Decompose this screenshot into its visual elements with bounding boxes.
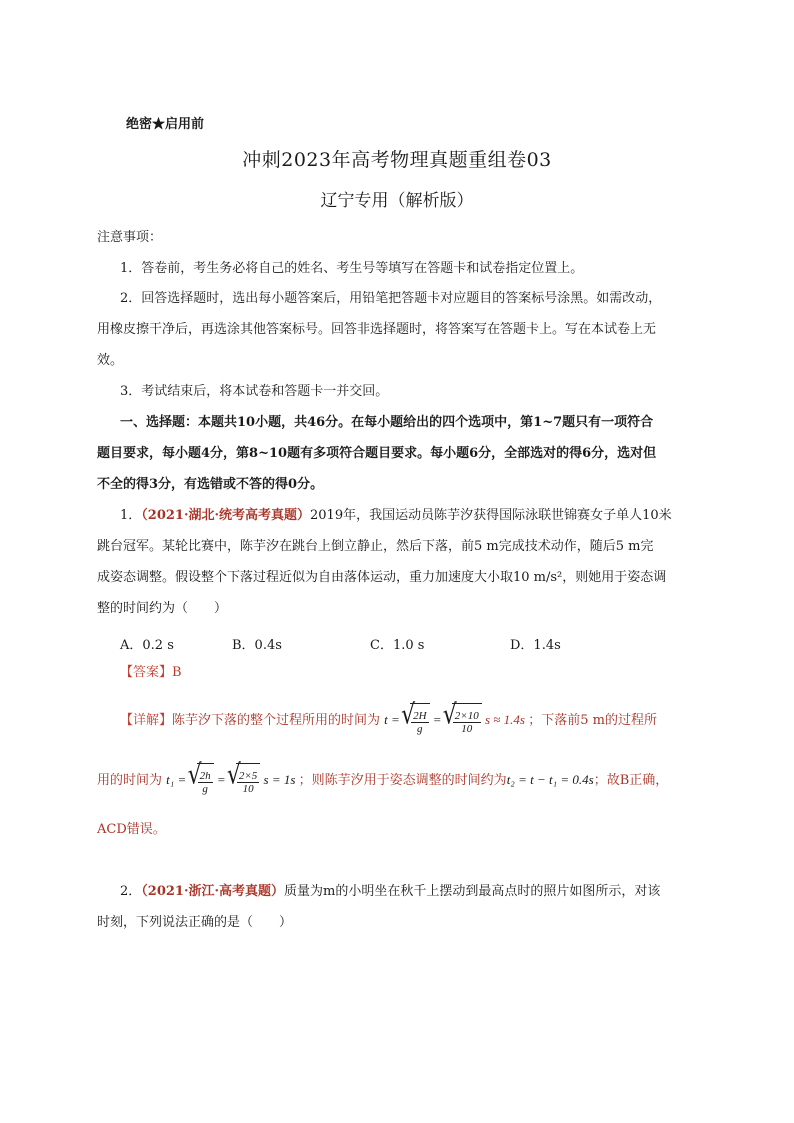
question-1-line-4: 整的时间约为（ ） [97,601,228,616]
detail-text-3: 用的时间为 [97,773,163,788]
notes-heading: 注意事项： [97,230,163,245]
answer: 【答案】B [120,665,182,680]
page-title: 冲刺2023年高考物理真题重组卷03 [242,149,552,171]
option-b: B．0.4s [232,638,282,653]
detail-text-2: ；下落前5 m的过程所 [528,713,657,728]
option-a: A．0.2 s [120,638,174,653]
question-1-source: （2021·湖北·统考高考真题） [141,508,311,523]
detail-text-4: ；则陈芋汐用于姿态调整的时间约为 [298,773,507,788]
section-1-line-3: 不全的得3分，有选错或不答的得0分。 [97,477,324,492]
question-2-line-1 [120,884,660,900]
notes-item-2-line-2: 用橡皮擦干净后，再选涂其他答案标号。回答非选择题时，将答案写在答题卡上。写在本试卷上无 [97,322,657,337]
question-2-text: 质量为m的小明坐在秋千上摆动到最高点时的照片如图所示，对该 [284,884,661,899]
option-c: C．1.0 s [370,638,425,653]
question-2-line-2: 时刻，下列说法正确的是（ ） [97,915,293,930]
question-2-source: （2021·浙江·高考真题） [141,884,285,899]
question-1-number: 1． [120,508,142,523]
page-subtitle: 辽宁专用（解析版） [320,191,474,211]
notes-item-2-line-1: 2．回答选择题时，选出每小题答案后，用铅笔把答题卡对应题目的答案标号涂黑。如需改动， [120,291,662,306]
detail-text-5: ；故B正确， [593,773,669,788]
section-1-line-1: 一、选择题：本题共10小题，共46分。在每小题给出的四个选项中，第1~7题只有一项符合 [120,415,654,430]
detail-label: 【详解】 [120,713,173,728]
notes-item-1: 1．答卷前，考生务必将自己的姓名、考生号等填写在答题卡和试卷指定位置上。 [120,261,584,276]
detail-line-1 [120,702,657,738]
detail-text-1: 陈芋汐下落的整个过程所用的时间为 [172,713,381,728]
detail-line-3: ACD错误。 [97,822,166,837]
question-1-line-3: 成姿态调整。假设整个下落过程近似为自由落体运动，重力加速度大小取10 m/s²，则她用于姿态调 [97,570,667,585]
section-1-line-2: 题目要求，每小题4分，第8~10题有多项符合题目要求。每小题6分，全部选对的得6分，选对但 [97,446,657,461]
t-equation: t = √ $\frac{2H}{g}$ = √ $\frac{2\times 10}{10}$ s ≈ 1.4s [384,712,528,727]
option-d: D．1.4s [510,638,561,653]
question-2-number: 2． [120,884,142,899]
t1-equation: t₁ = √ $\frac{2h}{g}$ = √ $\frac{2\times 5}{10}$ s = 1s [166,772,299,787]
t2-equation: t₂ = t − t₁ = 0.4s [506,772,594,787]
question-1-text: 2019年，我国运动员陈芋汐获得国际泳联世锦赛女子单人10米 [310,508,672,523]
question-1-line-1 [120,508,672,524]
notes-item-2-line-3: 效。 [97,353,124,368]
question-1-line-2: 跳台冠军。某轮比赛中，陈芋汐在跳台上倒立静止，然后下落，前5 m完成技术动作，随后5 m完 [97,539,654,554]
detail-line-2 [97,762,668,798]
notes-item-3: 3．考试结束后，将本试卷和答题卡一并交回。 [120,384,389,399]
secret-label: 绝密★启用前 [126,117,205,132]
